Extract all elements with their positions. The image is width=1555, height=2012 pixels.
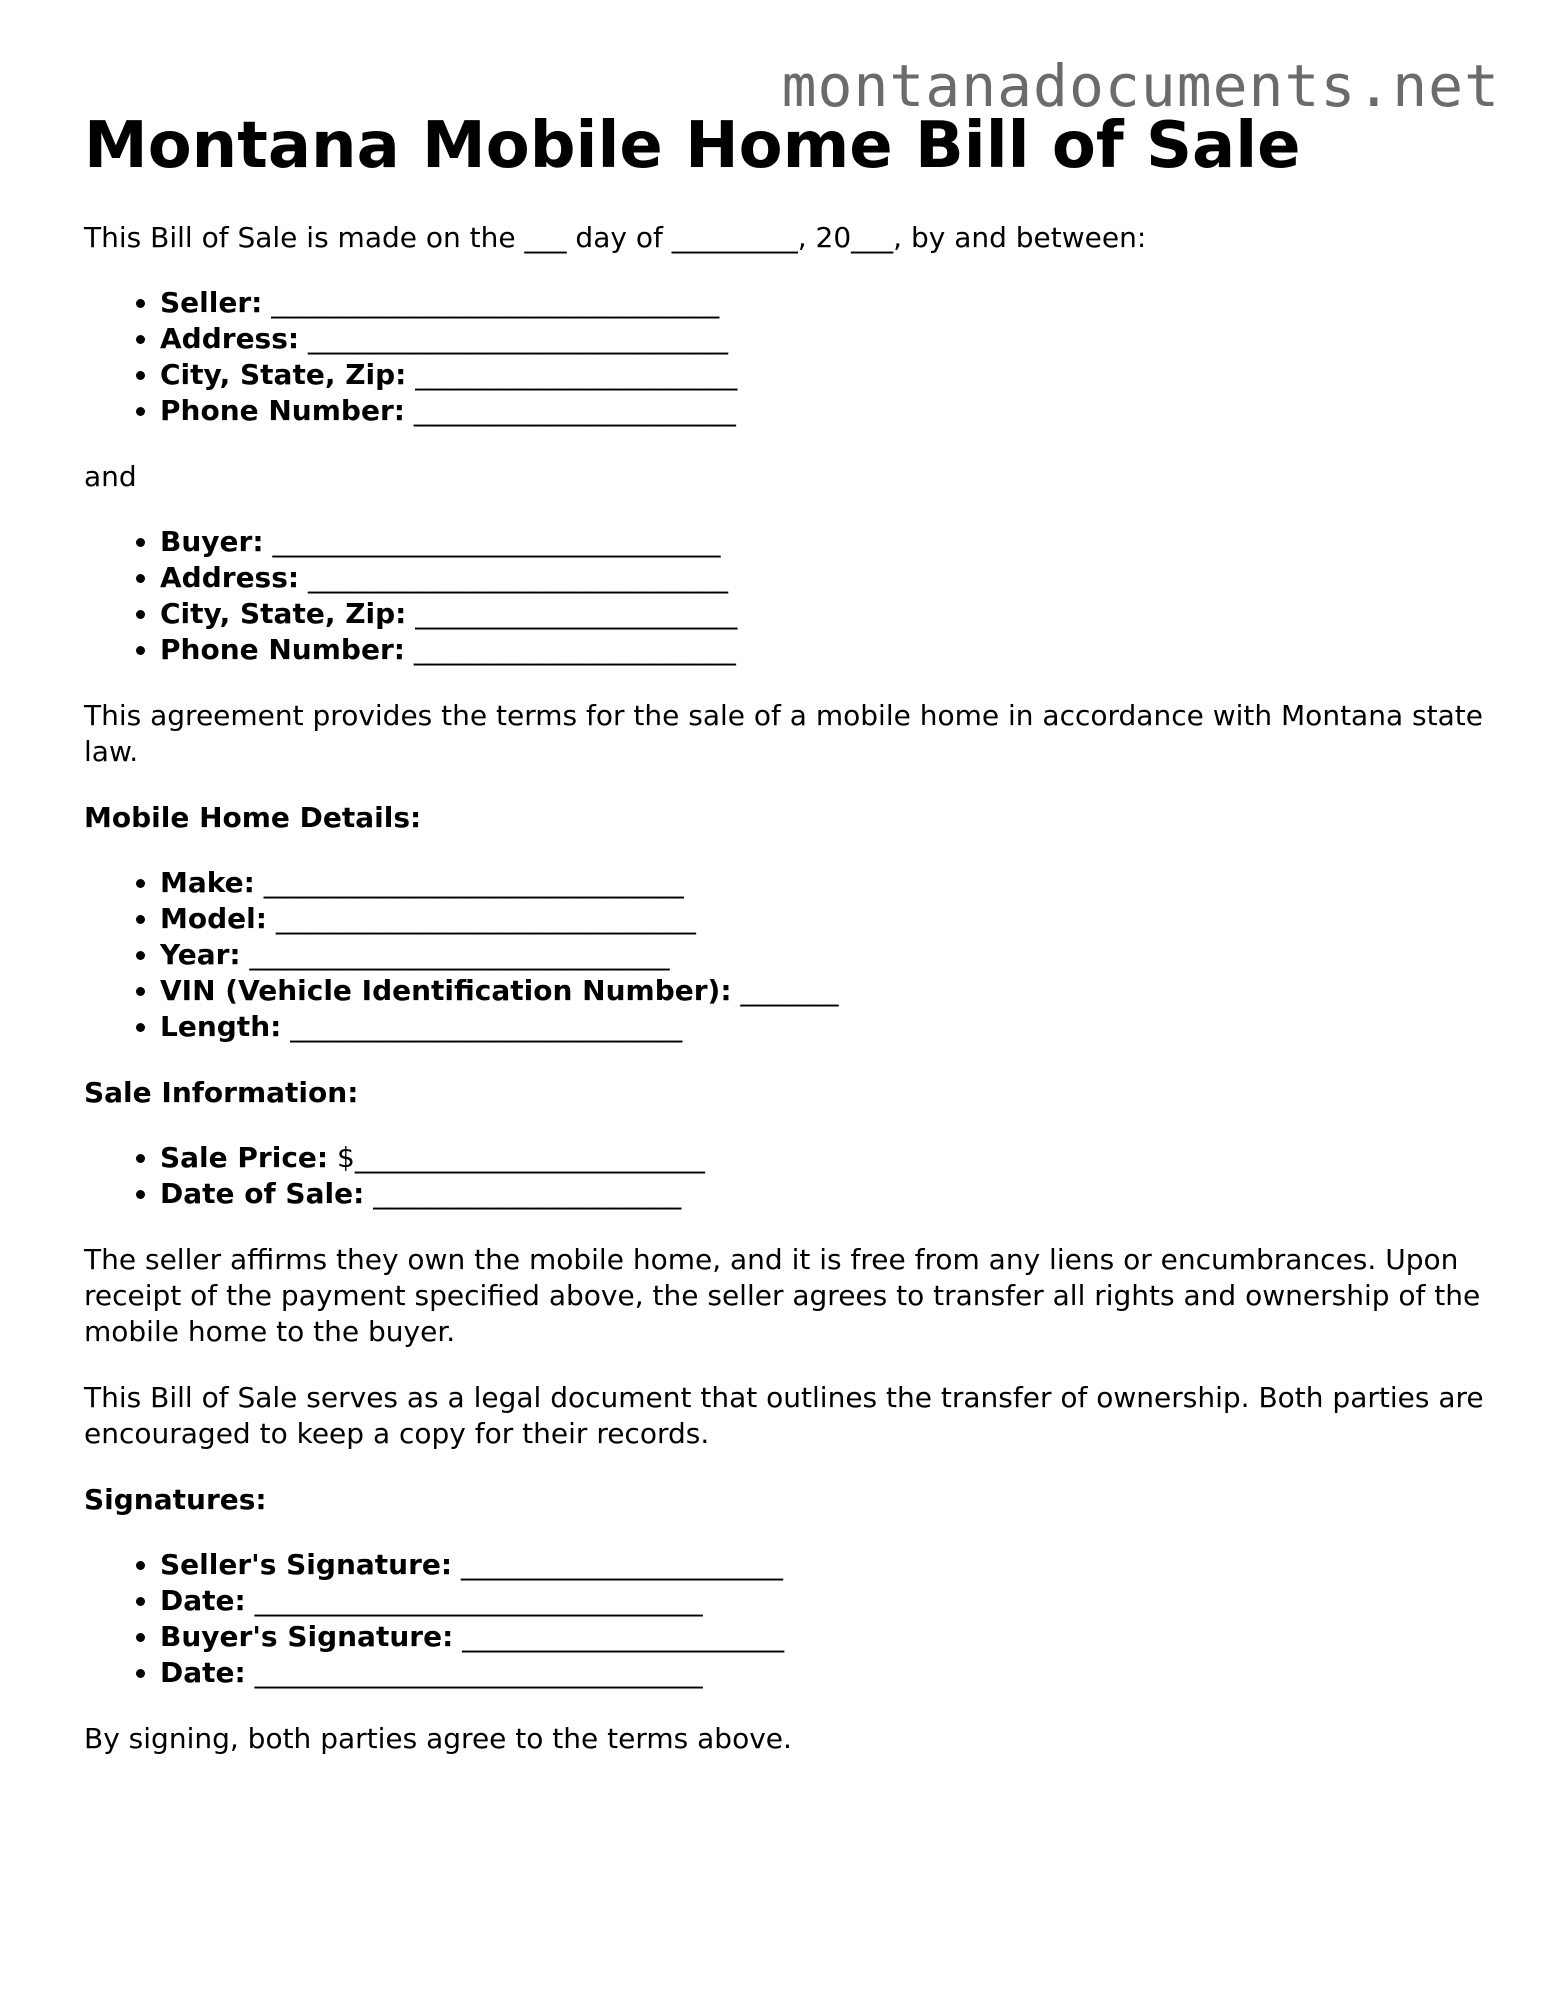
closing-text: By signing, both parties agree to the terms above.: [84, 1722, 792, 1755]
year-field[interactable]: • Year: ______________________________: [160, 937, 1484, 973]
buyer-phone-field[interactable]: • Phone Number: _______________________: [160, 632, 1484, 668]
seller-city-state-zip-field[interactable]: • City, State, Zip: _______________________: [160, 357, 1484, 393]
buyer-fields: [84, 524, 1484, 668]
seller-phone-field[interactable]: • Phone Number: _______________________: [160, 393, 1484, 429]
mobile-home-details: [84, 865, 1484, 1045]
document-title: Montana Mobile Home Bill of Sale: [84, 109, 1301, 183]
buyer-address-field[interactable]: • Address: ______________________________: [160, 560, 1484, 596]
and-text: and: [84, 460, 137, 493]
details-heading: Mobile Home Details:: [84, 801, 422, 834]
seller-date-field[interactable]: • Date: ________________________________: [160, 1583, 1484, 1619]
buyer-date-field[interactable]: • Date: ________________________________: [160, 1655, 1484, 1691]
document-page: [84, 110, 1484, 1757]
sale-price-field[interactable]: • Sale Price: $_________________________: [160, 1140, 1484, 1176]
date-of-sale-field[interactable]: • Date of Sale: ______________________: [160, 1176, 1484, 1212]
buyer-name-field[interactable]: • Buyer: ________________________________: [160, 524, 1484, 560]
site-watermark: montanadocuments.net: [781, 52, 1500, 120]
affirm-text: The seller affirms they own the mobile home, and it is free from any liens or encumbrances. Upon receipt of the payment specified above, the seller agrees to transfer all rights and ownership of the mobile home to the buyer.: [84, 1243, 1481, 1348]
signatures-heading: Signatures:: [84, 1483, 267, 1516]
agreement-text: This agreement provides the terms for the sale of a mobile home in accordance with Montana state law.: [84, 699, 1483, 768]
make-field[interactable]: • Make: ______________________________: [160, 865, 1484, 901]
seller-name-field[interactable]: • Seller: ________________________________: [160, 285, 1484, 321]
sale-information: [84, 1140, 1484, 1212]
buyer-signature-field[interactable]: • Buyer's Signature: _______________________: [160, 1619, 1484, 1655]
vin-field[interactable]: • VIN (Vehicle Identification Number): _______: [160, 973, 1484, 1009]
seller-address-field[interactable]: • Address: ______________________________: [160, 321, 1484, 357]
seller-signature-field[interactable]: • Seller's Signature: _______________________: [160, 1547, 1484, 1583]
legal-text: This Bill of Sale serves as a legal document that outlines the transfer of ownership. Both parties are encouraged to keep a copy for their records.: [84, 1381, 1484, 1450]
signature-fields: [84, 1547, 1484, 1691]
sale-heading: Sale Information:: [84, 1076, 359, 1109]
intro-text: This Bill of Sale is made on the ___ day of _________, 20___, by and between:: [84, 221, 1147, 254]
model-field[interactable]: • Model: ______________________________: [160, 901, 1484, 937]
seller-fields: [84, 285, 1484, 429]
buyer-city-state-zip-field[interactable]: • City, State, Zip: _______________________: [160, 596, 1484, 632]
length-field[interactable]: • Length: ____________________________: [160, 1009, 1484, 1045]
